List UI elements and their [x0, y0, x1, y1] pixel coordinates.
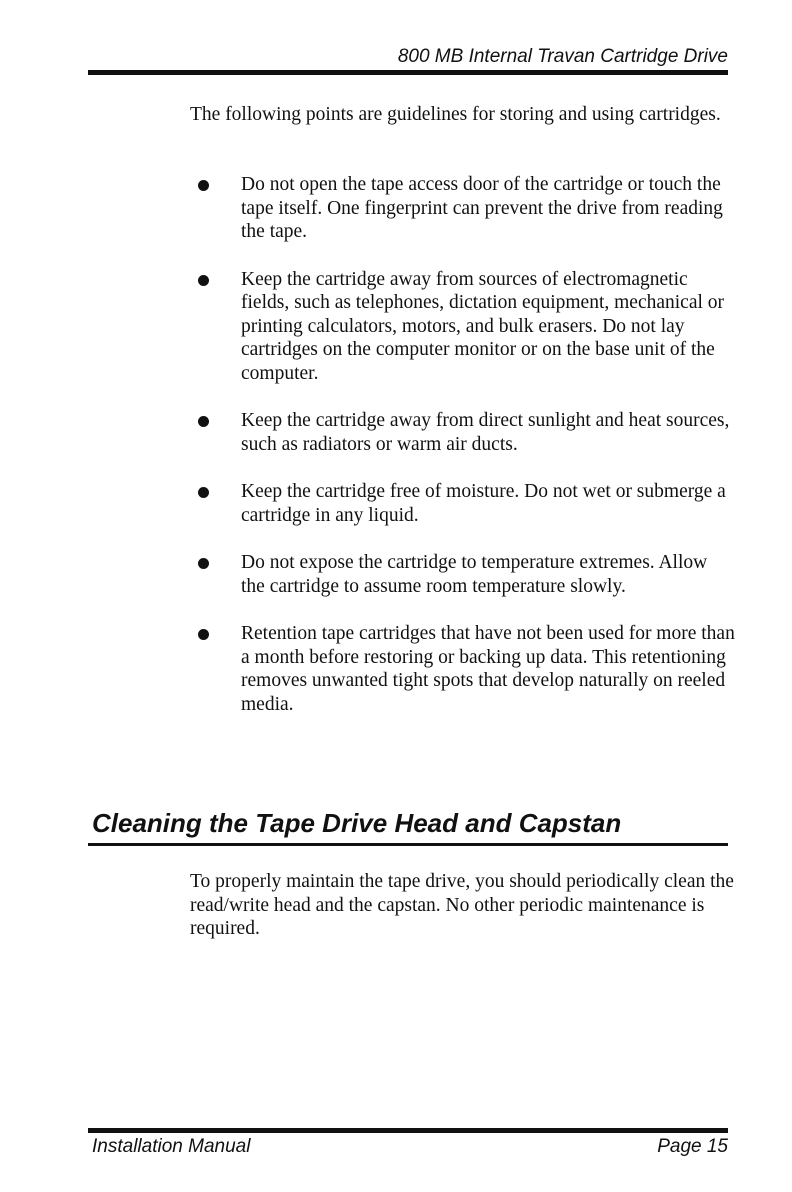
list-item	[190, 622, 735, 716]
guidelines-list	[190, 173, 735, 740]
footer-title: Installation Manual	[92, 1136, 251, 1157]
header-rule	[88, 70, 728, 75]
bullet-icon	[198, 416, 209, 427]
page-number: Page 15	[657, 1136, 728, 1157]
list-item-text: Keep the cartridge away from sources of electromagnetic fields, such as telephones, dictation equipment, mechanical or printing calculators, motors, and bulk erasers. Do not lay cartridges on the computer monitor or on the base unit of the computer.	[241, 268, 725, 384]
bullet-icon	[198, 487, 209, 498]
list-item-text: Retention tape cartridges that have not been used for more than a month before restoring or backing up data. This retentioning removes unwanted tight spots that develop naturally on reeled media.	[241, 623, 735, 715]
bullet-icon	[198, 275, 209, 286]
running-header: 800 MB Internal Travan Cartridge Drive	[397, 46, 728, 67]
list-item	[190, 409, 735, 456]
section-rule	[88, 843, 728, 846]
list-item	[190, 480, 735, 527]
intro-paragraph: The following points are guidelines for storing and using cartridges.	[190, 104, 721, 125]
list-item-text: Keep the cartridge away from direct sunlight and heat sources, such as radiators or warm air ducts.	[241, 410, 730, 455]
section-title: Cleaning the Tape Drive Head and Capstan	[92, 808, 622, 838]
list-item-text: Do not expose the cartridge to temperature extremes. Allow the cartridge to assume room temperature slowly.	[241, 552, 708, 597]
section-body: To properly maintain the tape drive, you should periodically clean the read/write head and the capstan. No other periodic maintenance is required.	[190, 871, 734, 939]
list-item-text: Keep the cartridge free of moisture. Do not wet or submerge a cartridge in any liquid.	[241, 481, 726, 526]
bullet-icon	[198, 558, 209, 569]
footer-rule	[88, 1128, 728, 1133]
list-item	[190, 173, 735, 244]
bullet-icon	[198, 629, 209, 640]
list-item-text: Do not open the tape access door of the cartridge or touch the tape itself. One fingerprint can prevent the drive from reading the tape.	[241, 174, 723, 242]
list-item	[190, 551, 735, 598]
bullet-icon	[198, 180, 209, 191]
list-item	[190, 268, 735, 386]
